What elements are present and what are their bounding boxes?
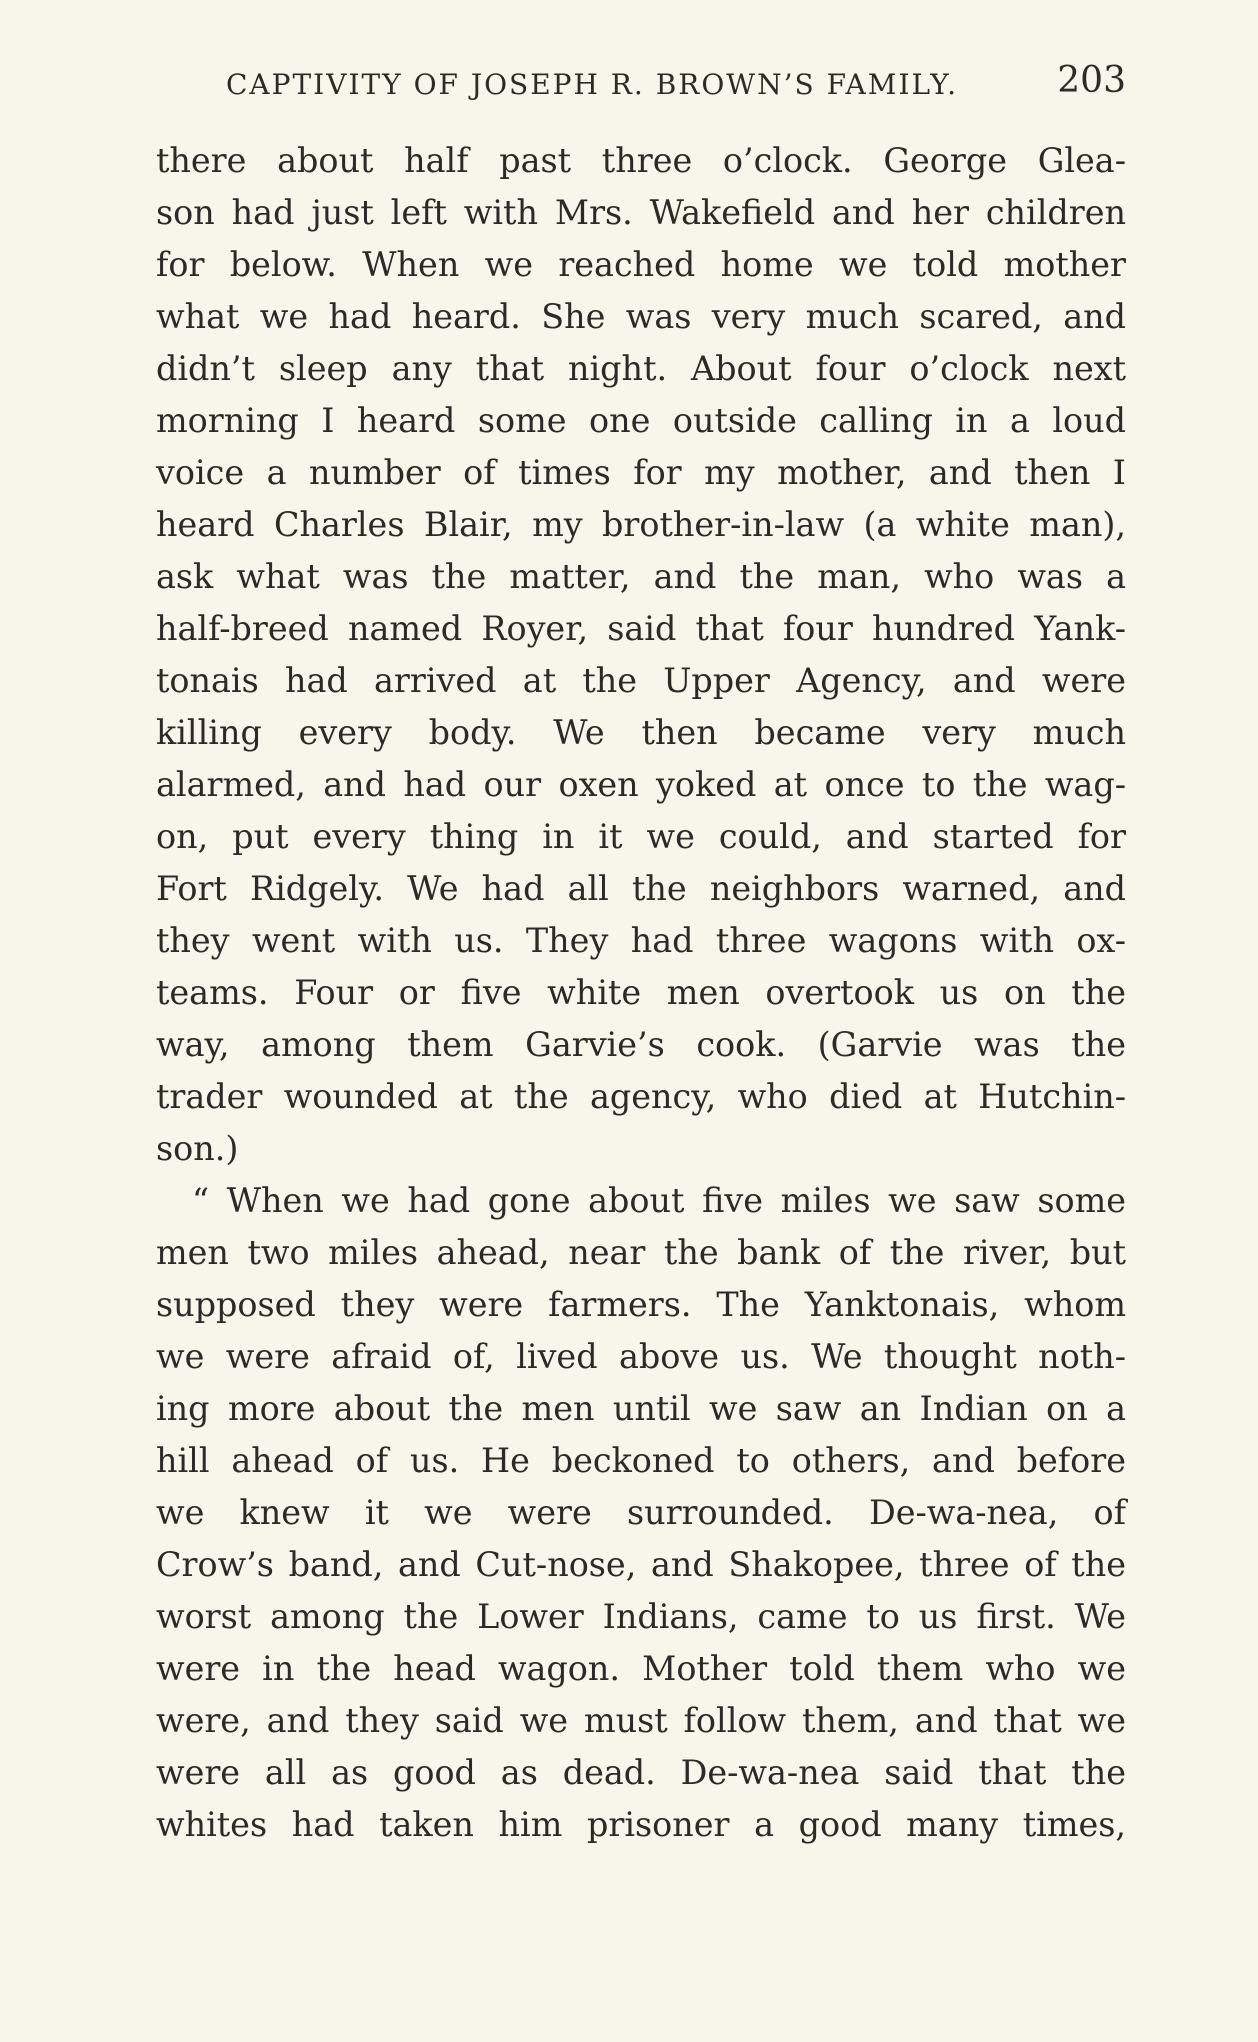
text-line: way, among them Garvie’s cook. (Garvie was the bbox=[156, 1025, 1126, 1064]
text-line: half-breed named Royer, said that four hundred Yank- bbox=[156, 609, 1126, 648]
text-line: were in the head wagon. Mother told them who we bbox=[156, 1649, 1126, 1688]
text-line: were all as good as dead. De-wa-nea said that the bbox=[156, 1753, 1126, 1792]
text-line: they went with us. They had three wagons with ox- bbox=[156, 921, 1126, 960]
text-line: son had just left with Mrs. Wakefield and her children bbox=[156, 193, 1126, 232]
text-line: whites had taken him prisoner a good many times, bbox=[156, 1805, 1126, 1844]
running-head bbox=[156, 58, 1126, 118]
page-number: 203 bbox=[1057, 60, 1126, 101]
text-line: teams. Four or five white men overtook us on the bbox=[156, 973, 1126, 1012]
running-title: CAPTIVITY OF JOSEPH R. BROWN’S FAMILY. bbox=[226, 68, 959, 101]
text-line: heard Charles Blair, my brother-in-law (a white man), bbox=[156, 505, 1126, 544]
text-line: Fort Ridgely. We had all the neighbors warned, and bbox=[156, 869, 1126, 908]
text-line: ing more about the men until we saw an Indian on a bbox=[156, 1389, 1126, 1428]
text-line: men two miles ahead, near the bank of the river, but bbox=[156, 1233, 1126, 1272]
text-line: killing every body. We then became very much bbox=[156, 713, 1126, 752]
text-line: trader wounded at the agency, who died at Hutchin- bbox=[156, 1077, 1126, 1116]
text-line: tonais had arrived at the Upper Agency, and were bbox=[156, 661, 1126, 700]
text-line: voice a number of times for my mother, and then I bbox=[156, 453, 1126, 492]
text-line: morning I heard some one outside calling in a loud bbox=[156, 401, 1126, 440]
text-line: there about half past three o’clock. George Glea- bbox=[156, 141, 1126, 180]
text-line: worst among the Lower Indians, came to us first. We bbox=[156, 1597, 1126, 1636]
text-line: what we had heard. She was very much scared, and bbox=[156, 297, 1126, 336]
paragraph-end-line: son.) bbox=[156, 1129, 239, 1168]
text-line: we knew it we were surrounded. De-wa-nea, of bbox=[156, 1493, 1126, 1532]
text-line: supposed they were farmers. The Yanktonais, whom bbox=[156, 1285, 1126, 1324]
text-line: ask what was the matter, and the man, who was a bbox=[156, 557, 1126, 596]
text-line: on, put every thing in it we could, and started for bbox=[156, 817, 1126, 856]
text-line: hill ahead of us. He beckoned to others, and before bbox=[156, 1441, 1126, 1480]
text-line: didn’t sleep any that night. About four o’clock next bbox=[156, 349, 1126, 388]
text-line: were, and they said we must follow them, and that we bbox=[156, 1701, 1126, 1740]
text-line: alarmed, and had our oxen yoked at once to the wag- bbox=[156, 765, 1126, 804]
text-line: for below. When we reached home we told mother bbox=[156, 245, 1126, 284]
text-line: Crow’s band, and Cut-nose, and Shakopee, three of the bbox=[156, 1545, 1126, 1584]
body-text bbox=[156, 135, 1126, 1851]
paragraph-start-line: “ When we had gone about five miles we saw some bbox=[192, 1181, 1126, 1220]
text-line: we were afraid of, lived above us. We thought noth- bbox=[156, 1337, 1126, 1376]
